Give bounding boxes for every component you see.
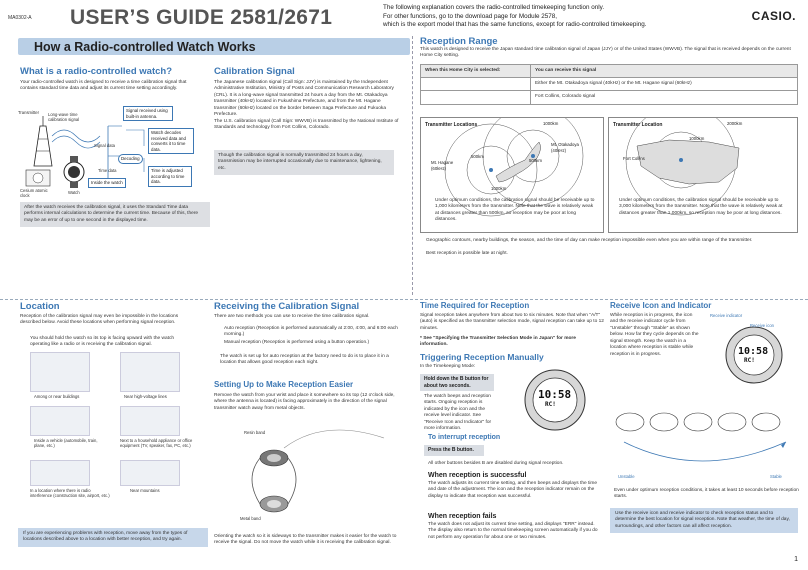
location-footer: If you are experiencing problems with reception, move away from the types of locations described above to a location with better reception, and try again. bbox=[18, 528, 208, 547]
power-lines-image bbox=[120, 352, 180, 392]
what-is-heading: What is a radio-controlled watch? bbox=[20, 66, 173, 77]
step2-box: Watch decodes received data and converts it to time data. bbox=[148, 128, 194, 154]
range-label: 500km bbox=[529, 158, 542, 163]
fail-heading: When reception fails bbox=[428, 513, 497, 520]
radio-diagram bbox=[18, 106, 213, 198]
signal-data-label: Signal data bbox=[94, 143, 115, 148]
receive-icon-heading: Receive Icon and Indicator bbox=[610, 301, 712, 310]
appliance-image bbox=[120, 406, 180, 436]
resin-band-label: Resin band bbox=[244, 430, 266, 435]
reception-range-body: This watch is designed to receive the Japan standard time calibration signal of Japan (JJY) or of the United States (WWVB). The signal that is received depends on the current Home City setting. bbox=[420, 47, 791, 59]
range-label: 1000km bbox=[491, 186, 507, 191]
range-label: 500km bbox=[471, 154, 484, 159]
watch-orientation-figure bbox=[214, 418, 404, 526]
reception-table bbox=[420, 64, 798, 105]
table-row bbox=[421, 78, 798, 91]
interference-image bbox=[30, 460, 90, 486]
stable-label: Stable bbox=[770, 474, 782, 479]
mountains-image bbox=[120, 460, 180, 486]
range-label: 2000km bbox=[727, 121, 743, 126]
vehicle-image bbox=[30, 406, 90, 436]
receive-tip-box: Use the receive icon and receive indicator to check reception status and to determine the best location for signal reception. Note that weather, the time of day, surroundings, and other factors can all affect reception. bbox=[610, 508, 798, 533]
table-cell-city bbox=[421, 78, 531, 91]
optimum-note: Even under optimum reception conditions, it takes at least 10 seconds before reception starts. bbox=[614, 488, 799, 500]
table-cell-signal: Fort Collins, Colorado signal bbox=[531, 91, 798, 104]
location-illustrations bbox=[20, 352, 210, 524]
hold-button-step: Hold down the B button for about two seconds. bbox=[420, 374, 494, 391]
guide-title: USER’S GUIDE 2581/2671 bbox=[70, 6, 333, 29]
location-caption: Among or near buildings bbox=[34, 394, 80, 399]
intro-text bbox=[383, 4, 713, 30]
easier-body: Remove the watch from your wrist and place it somewhere so its top (12 o'clock side, where the antenna is located) is facing approximately in the direction of the signal transmitter watch away from metal objects. bbox=[214, 393, 395, 411]
transmitter-tower-icon bbox=[34, 116, 52, 166]
transmitter-label: Transmitter bbox=[18, 110, 40, 115]
fort-collins-label: Fort Collins bbox=[623, 156, 645, 161]
receive-indicator-label: Receive indicator bbox=[710, 313, 743, 318]
japan-map-title: Transmitter Locations bbox=[425, 122, 478, 128]
intro-line: For other functions, go to the download page for Module 2578, bbox=[383, 12, 557, 20]
step1-box: Signal received using built-in antenna. bbox=[123, 106, 173, 121]
success-body: The watch adjusts its current time setting, and then beeps and displays the time and date of the adjustment. The icon and the reception indicator remain on the display to indicate that reception was successful. bbox=[428, 481, 598, 499]
interrupt-heading: To interrupt reception bbox=[428, 434, 501, 441]
japan-transmitter-map bbox=[420, 117, 604, 233]
calibration-heading: Calibration Signal bbox=[214, 66, 295, 77]
cesium-label: Cesium atomic clock bbox=[20, 188, 48, 199]
receive-icon-label: Receive icon bbox=[750, 323, 774, 328]
receive-icon-body: While reception is in progress, the icon and the receive indicator cycle from "Unstable" through "Stable" as shown below. How far they cycle depends on the signal strength. Keep the watch in a location where reception is stable while reception is in progress. bbox=[610, 313, 699, 357]
longwave-label: Long-wave time calibration signal bbox=[48, 112, 80, 123]
buildings-image bbox=[30, 352, 90, 392]
table-header-signal: You can receive this signal bbox=[531, 65, 798, 78]
intro-line: which is the export model that has the same functions, except for radio-controlled timekeeping. bbox=[383, 21, 647, 28]
page-fold-divider bbox=[0, 299, 808, 300]
watch-icon bbox=[64, 156, 84, 188]
inside-watch-label: Inside the watch bbox=[88, 178, 126, 188]
intro-line: The following explanation covers the radio-controlled timekeeping function only. bbox=[383, 4, 605, 11]
receiving-body: There are two methods you can use to receive the time calibration signal. bbox=[214, 314, 370, 319]
table-row bbox=[421, 91, 798, 104]
manual-reception-body: The watch beeps and reception starts. Ongoing reception is indicated by the icon and the receive level indicator. See "Receive Icon and Indicator" for more information. bbox=[424, 394, 492, 432]
japan-map-caption: Under optimum conditions, the calibration signal should be receivable up to 1,000 kilometers from the transmitter. Note that the wave is relatively weak at distances greater than 500km, so reception may be poor at long distances. bbox=[435, 198, 595, 223]
banner-title: How a Radio-controlled Watch Works bbox=[34, 40, 256, 54]
location-caption: Near high-voltage lines bbox=[124, 394, 167, 399]
otakadoya-label: Mt. Otakadoya (40kHz) bbox=[551, 142, 579, 153]
receive-display-figure bbox=[700, 313, 800, 387]
receive-rc-display: RC! bbox=[744, 357, 755, 364]
manual-reception-heading: Triggering Reception Manually bbox=[420, 352, 544, 362]
watch-orientation-art bbox=[214, 418, 404, 526]
range-label: 1000km bbox=[543, 121, 559, 126]
in-mode-label: In the Timekeeping Mode: bbox=[420, 364, 476, 369]
calibration-body bbox=[214, 80, 402, 132]
other-buttons-note: All other buttons besides B are disabled during signal reception. bbox=[428, 461, 564, 466]
signal-strength-sequence bbox=[610, 408, 800, 484]
time-required-heading: Time Required for Reception bbox=[420, 301, 530, 310]
location-caption: Next to a household appliance or office equipment (TV, speaker, fax, PC, etc.) bbox=[120, 438, 193, 449]
column-divider bbox=[412, 36, 413, 295]
calibration-wwvb: The U.S. calibration signal (Call Sign: WWVB) is transmitted by the National Institute of Standards and technology from Fort Collins, Colorado. bbox=[214, 118, 399, 131]
table-header-home-city: When this Home City is selected: bbox=[421, 65, 531, 78]
calibration-jjy: The Japanese calibration signal (Call Sign: JJY) is maintained by the Independent Administrative Institution, Ministry of Posts and Communication Research Laboratory (CRL). It is a long-wave signal transmitted 24 hours a day from the Mt. Otakadoya transmitter (40kHz) located in Fukushima Prefecture, and from the Mt. Hagane transmitter (60kHz) located on the border between Saga Prefecture and Fukuoka Prefecture. bbox=[214, 80, 394, 118]
section-banner bbox=[18, 38, 410, 55]
location-heading: Location bbox=[20, 301, 60, 312]
us-map-title: Transmitter Location bbox=[613, 122, 663, 128]
location-caption: In a location where there is radio interference (construction site, airport, etc.) bbox=[30, 488, 110, 499]
success-heading: When reception is successful bbox=[428, 472, 527, 479]
best-reception-note: Best reception is possible late at night. bbox=[426, 251, 508, 256]
time-required-body: Signal reception takes anywhere from about two to six minutes. Note that when "A/T" (auto) is specified as the transmitter selection mode, signal reception can take up to 12 minutes. bbox=[420, 313, 604, 331]
after-reception-note: After the watch receives the calibration signal, it uses the Standard Time data performs internal calculations to determine the current time. Because of this, there may be an error of up to one second in the displayed time. bbox=[20, 202, 210, 227]
watch-time-display: 10:58 bbox=[538, 388, 572, 401]
press-button-step: Press the B button. bbox=[424, 445, 484, 456]
calibration-note: Though the calibration signal is normally transmitted 24 hours a day, transmission may be interrupted occasionally due to maintenance, lightening, etc. bbox=[214, 150, 394, 175]
receiving-bullet: Auto reception (Reception is performed automatically at 2:00, 4:00, and 6:00 each morning.) bbox=[224, 326, 398, 338]
table-cell-signal: Either the Mt. Otakadoya signal (40kHz) or the Mt. Hagane signal (60kHz) bbox=[531, 78, 798, 91]
casio-logo: CASIO. bbox=[751, 9, 796, 23]
us-transmitter-map bbox=[608, 117, 798, 233]
receiving-footer: Orienting the watch so it is sideways to the transmitter makes it easier for the watch to receive the signal. Do not move the watch while it is receiving the calibration signal. bbox=[214, 534, 397, 546]
time-data-label: Time data bbox=[98, 168, 117, 173]
location-caption: Near mountains bbox=[130, 488, 160, 493]
unstable-label: Unstable bbox=[618, 474, 635, 479]
what-is-body: Your radio-controlled watch is designed to receive a time calibration signal that contains standard time data and adjust its current time setting accordingly. bbox=[20, 80, 187, 92]
location-body: Reception of the calibration signal may even be impossible in the locations described below. Avoid these locations when performing signal reception. bbox=[20, 314, 179, 326]
page-number: 1 bbox=[794, 555, 798, 563]
cesium-clock-icon bbox=[26, 170, 50, 186]
fail-body: The watch does not adjust its current time setting, and displays "ERR" instead. The display also return to the normal timekeeping screen automatically if you do not perform any operation for about one or two minutes. bbox=[428, 522, 598, 540]
see-mode-note: * See "Specifying the Transmitter Selection Mode in Japan" for more information. bbox=[420, 336, 576, 348]
step3-box: Time is adjusted according to time data. bbox=[148, 166, 192, 187]
hagane-label: Mt. Hagane (60kHz) bbox=[431, 160, 454, 171]
model-code: MA0302-A bbox=[8, 15, 32, 21]
receiving-note: The watch is set up for auto reception at the factory need to do is to place it in a location that allows good reception each night. bbox=[220, 354, 389, 366]
easier-heading: Setting Up to Make Reception Easier bbox=[214, 380, 354, 389]
receive-time-display: 10:58 bbox=[738, 346, 769, 357]
geographic-note: Geographic contours, nearby buildings, the season, and the time of day can make reception impossible even when you are within range of the transmitter. bbox=[426, 238, 753, 243]
metal-band-label: Metal band bbox=[240, 516, 261, 521]
decoding-box: Decoding bbox=[118, 154, 143, 164]
watch-label: Watch bbox=[68, 190, 80, 195]
receiving-bullet: Manual reception (Reception is performed using a button operation.) bbox=[224, 340, 370, 345]
reception-range-heading: Reception Range bbox=[420, 36, 498, 47]
location-caption: Inside a vehicle (automobile, train, plane, etc.) bbox=[34, 438, 98, 449]
us-map-caption: Under optimum conditions, the calibration signal should be receivable up to 3,000 kilometers from the transmitter. Note that the wave is relatively weak at distances greater than 1,000km, so reception may be poor at long distances. bbox=[619, 198, 783, 216]
table-cell-city bbox=[421, 91, 531, 104]
location-note: You should hold the watch so its top is facing upward with the watch operating like a radio or is receiving the calibration signal. bbox=[30, 336, 175, 348]
watch-rc-display: RC! bbox=[545, 401, 556, 408]
range-label: 1000km bbox=[689, 136, 705, 141]
watch-display-figure bbox=[508, 368, 602, 432]
signal-sequence-art bbox=[610, 408, 800, 484]
receiving-heading: Receiving the Calibration Signal bbox=[214, 301, 360, 312]
